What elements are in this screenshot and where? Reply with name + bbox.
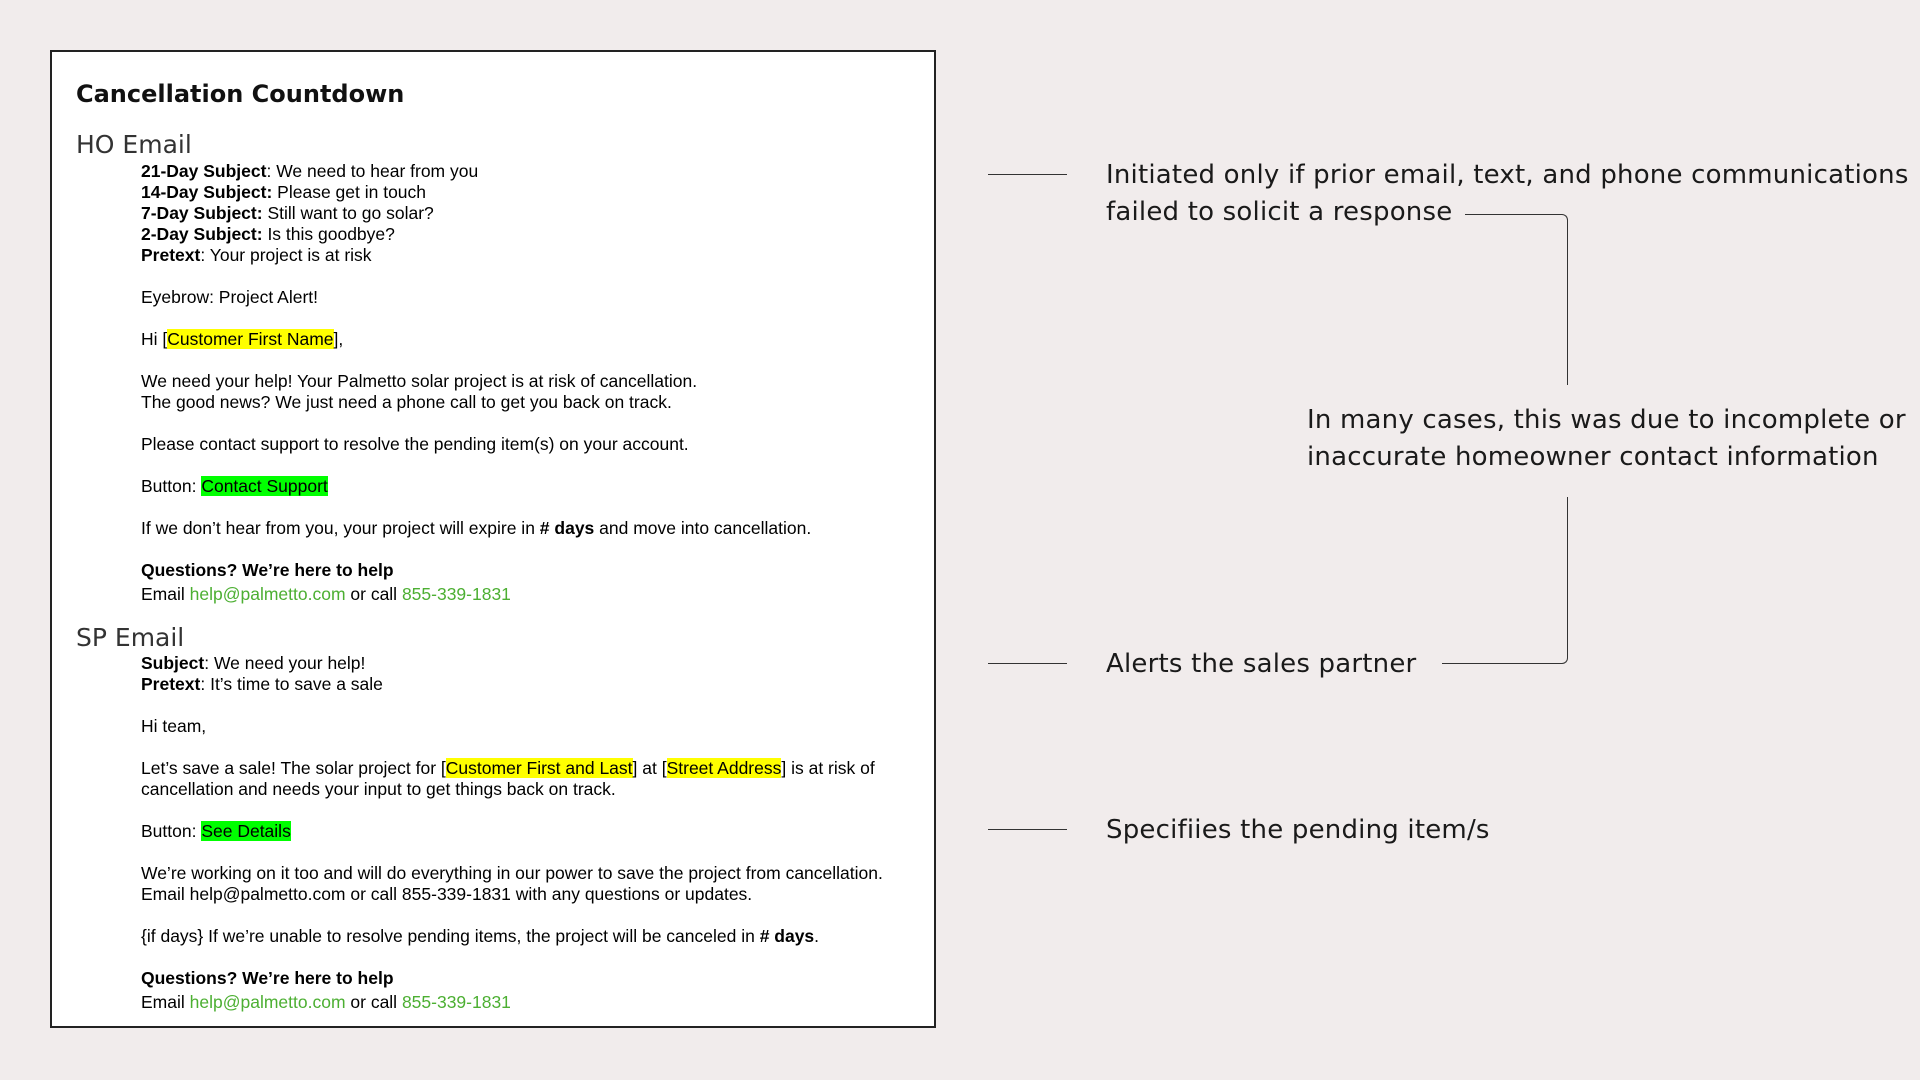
sp-save-line-1: Let’s save a sale! The solar project for [Customer First and Last] at [Street Address] is at risk of — [141, 758, 875, 778]
ho-questions-heading: Questions? We’re here to help — [141, 560, 394, 580]
annotation-specifies: Specifiies the pending item/s — [1106, 815, 1490, 845]
connector-initiated — [988, 174, 1067, 175]
annotation-cause-line-2: inaccurate homeowner contact information — [1307, 442, 1879, 472]
ho-body-line-3: Please contact support to resolve the pending item(s) on your account. — [141, 434, 689, 454]
sp-phone-link[interactable]: 855-339-1831 — [401, 992, 511, 1012]
ho-subject-7-day: 7-Day Subject: Still want to go solar? — [141, 203, 434, 223]
customer-first-and-last-token: Customer First and Last — [445, 758, 633, 778]
connector-alerts — [988, 663, 1067, 664]
ho-eyebrow: Eyebrow: Project Alert! — [141, 287, 319, 307]
street-address-token: Street Address — [666, 758, 782, 778]
sp-button-spec: Button: See Details — [141, 821, 291, 841]
sp-ifdays-line: {if days} If we’re unable to resolve pending items, the project will be canceled in # days. — [141, 926, 820, 946]
sp-pretext: Pretext: It’s time to save a sale — [141, 674, 383, 694]
ho-subject-14-day: 14-Day Subject: Please get in touch — [141, 182, 427, 202]
ho-expire-line: If we don’t hear from you, your project will expire in # days and move into cancellation. — [141, 518, 812, 538]
ho-subject-21-day: 21-Day Subject: We need to hear from you — [141, 161, 479, 181]
sp-email-link[interactable]: help@palmetto.com — [189, 992, 346, 1012]
sp-save-line-2: cancellation and needs your input to get things back on track. — [141, 779, 616, 799]
annotation-initiated-line-2: failed to solicit a response — [1106, 197, 1453, 227]
ho-phone-link[interactable]: 855-339-1831 — [401, 584, 511, 604]
ho-greeting: Hi [Customer First Name], — [141, 329, 344, 349]
bracket-lower — [1442, 497, 1568, 664]
ho-contact-line: Email help@palmetto.com or call 855-339-1831 — [141, 584, 511, 604]
contact-support-button-label: Contact Support — [201, 476, 328, 496]
annotation-cause — [1307, 402, 1906, 476]
ho-subject-2-day: 2-Day Subject: Is this goodbye? — [141, 224, 395, 244]
annotation-cause-line-1: In many cases, this was due to incomplete or — [1307, 405, 1906, 435]
document-title: Cancellation Countdown — [76, 80, 405, 108]
bracket-upper — [1465, 214, 1568, 385]
sp-greeting: Hi team, — [141, 716, 207, 736]
annotation-initiated — [1106, 157, 1909, 231]
sp-email-heading: SP Email — [76, 623, 185, 652]
sp-working-line-1: We’re working on it too and will do everything in our power to save the project from cancellation. — [141, 863, 883, 883]
email-spec-document — [50, 50, 936, 1028]
sp-questions-heading: Questions? We’re here to help — [141, 968, 394, 988]
connector-specifies — [988, 829, 1067, 830]
ho-pretext: Pretext: Your project is at risk — [141, 245, 372, 265]
annotation-alerts: Alerts the sales partner — [1106, 649, 1417, 679]
annotation-initiated-line-1: Initiated only if prior email, text, and phone communications — [1106, 160, 1909, 190]
ho-body-line-2: The good news? We just need a phone call to get you back on track. — [141, 392, 672, 412]
sp-contact-line: Email help@palmetto.com or call 855-339-1831 — [141, 992, 511, 1012]
ho-body-line-1: We need your help! Your Palmetto solar project is at risk of cancellation. — [141, 371, 698, 391]
ho-email-link[interactable]: help@palmetto.com — [189, 584, 346, 604]
ho-email-heading: HO Email — [76, 130, 192, 159]
customer-first-name-token: Customer First Name — [167, 329, 334, 349]
see-details-button-label: See Details — [201, 821, 291, 841]
ho-button-spec: Button: Contact Support — [141, 476, 328, 496]
sp-working-line-2: Email help@palmetto.com or call 855-339-1831 with any questions or updates. — [141, 884, 753, 904]
sp-subject: Subject: We need your help! — [141, 653, 366, 673]
